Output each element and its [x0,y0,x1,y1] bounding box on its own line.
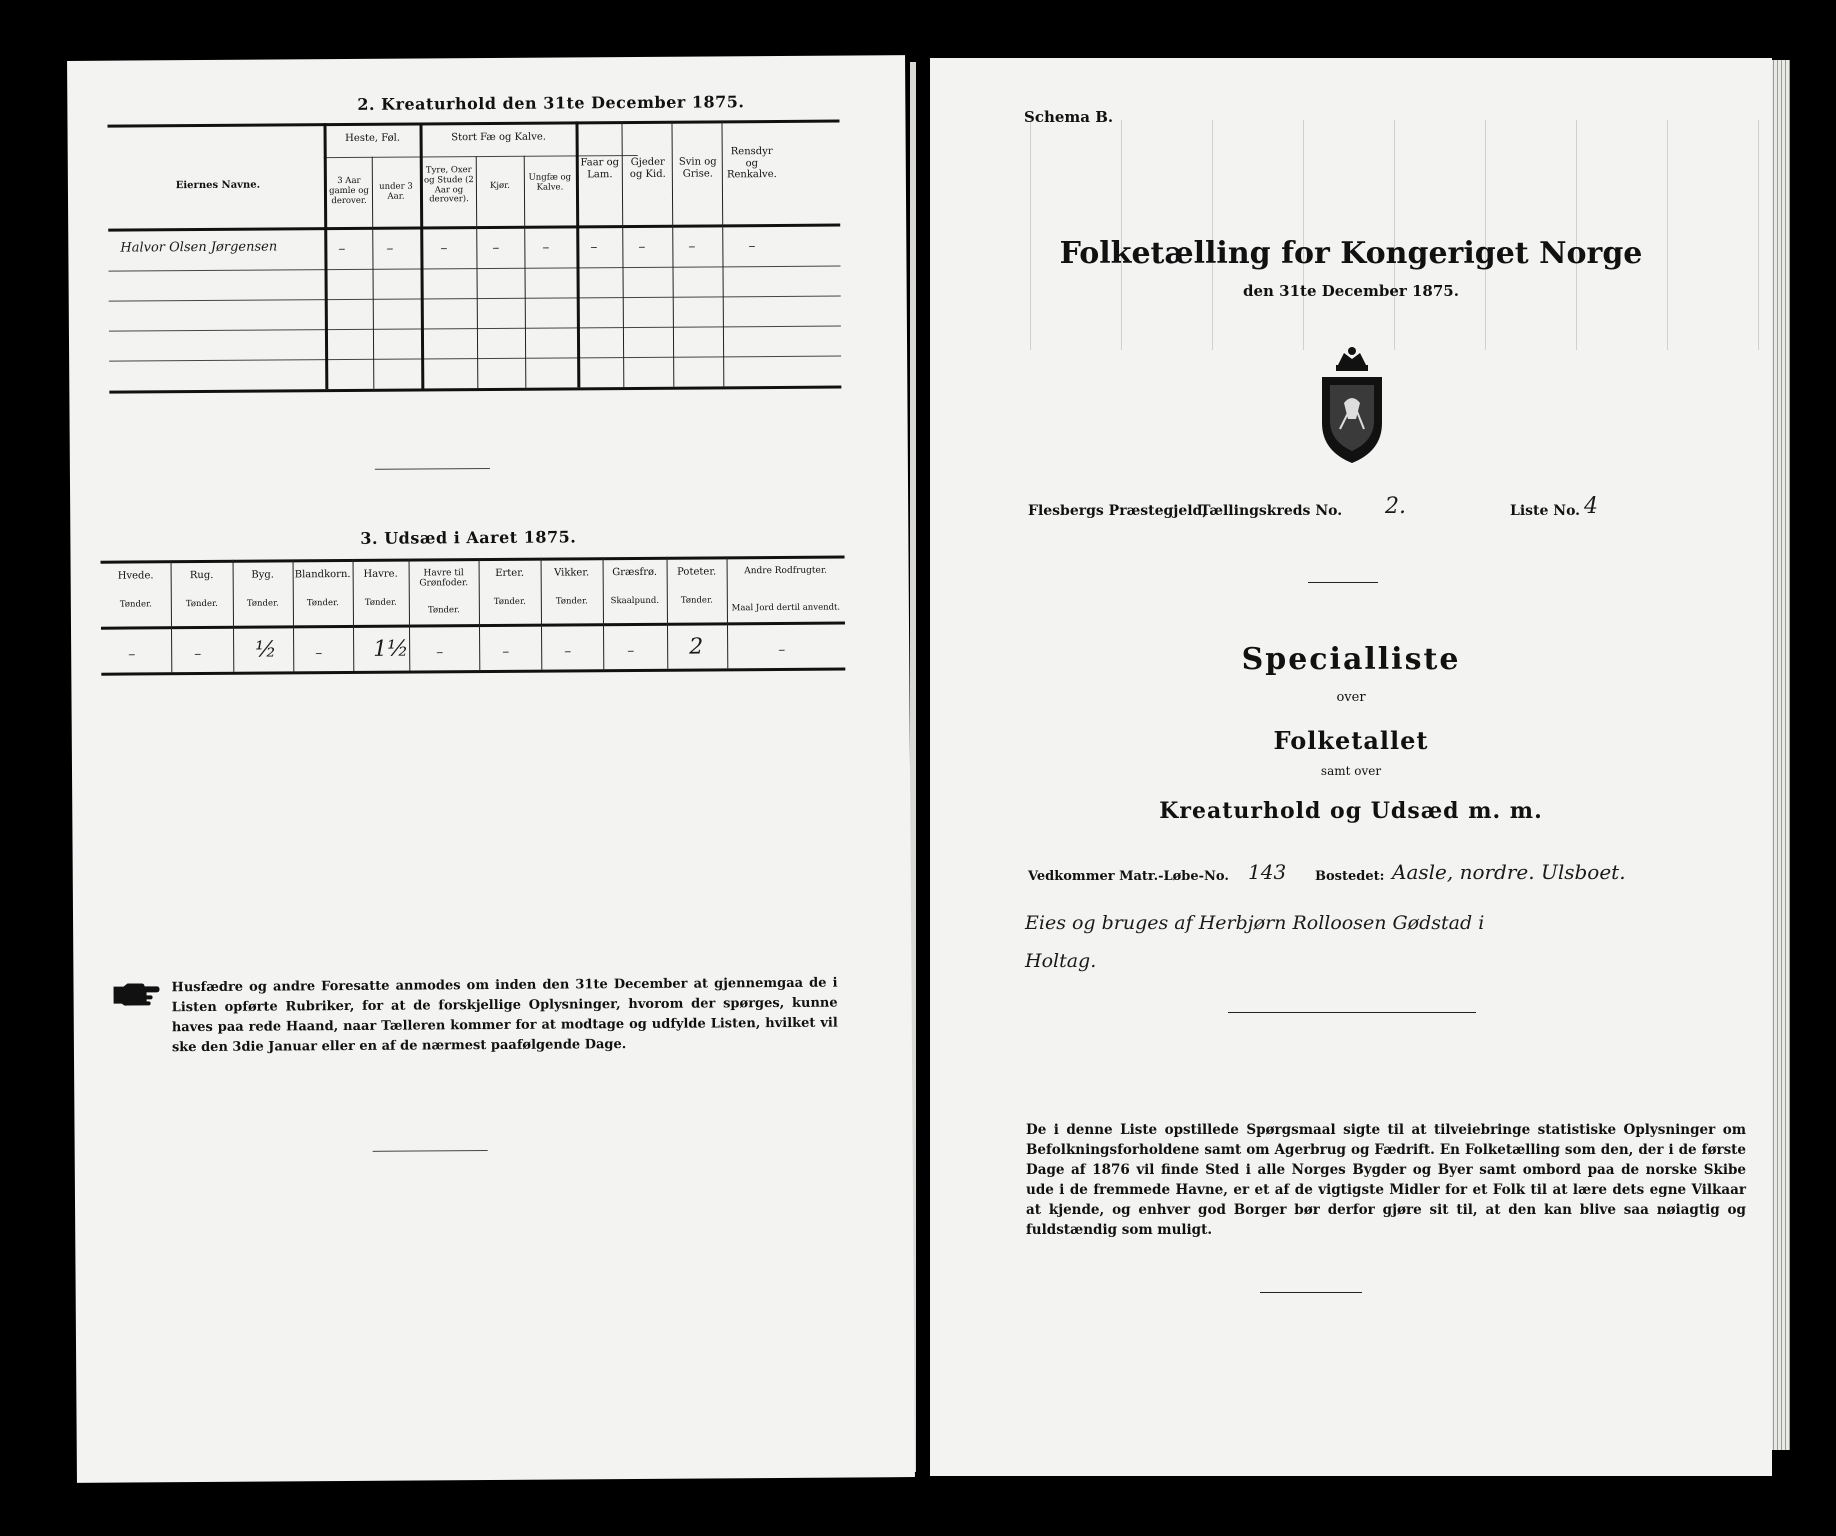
table-rule [107,120,839,128]
owner-line: Eies og bruges af Herbjørn Rolloosen Gødstad i [1025,912,1485,934]
kreaturhold-title: Kreaturhold og Udsæd m. m. [1159,798,1543,824]
seed-col-name: Græsfrø. [612,566,658,579]
seed-value: – [564,643,572,660]
col-faar: Faar og Lam. [580,157,620,180]
livestock-value: – [638,238,646,255]
col-rensdyr: Rensdyr og Renkalve. [726,146,777,181]
schema-label: Schema B. [1024,108,1114,126]
seed-col-name: Erter. [495,567,525,579]
section-3-title: 3. Udsæd i Aaret 1875. [360,527,577,548]
seed-value: 2 [689,634,704,660]
livestock-value: – [338,241,346,258]
col-owner-names: Eiernes Navne. [175,179,261,192]
folketallet-title: Folketallet [1273,726,1429,755]
livestock-value: – [748,238,756,255]
samt-over-text: samt over [1320,764,1382,778]
bleed-through [940,120,1760,350]
specialliste-title: Specialliste [1241,642,1461,677]
matr-value: 143 [1248,860,1287,884]
seed-value: ½ [255,637,277,663]
seed-col-name: Andre Rodfrugter. [744,565,828,577]
seed-col-unit: Tønder. [427,605,460,616]
seed-value: – [194,646,202,663]
livestock-value: – [688,238,696,255]
seed-col-unit: Maal Jord dertil anvendt. [731,602,841,614]
footer-text: De i denne Liste opstillede Spørgsmaal sigte til at tilveiebringe statistiske Oplysninger om Befolkningsforholdene samt om Agerbrug og Fædrift. En Folketælling som den, der i de første Dage af 1876 vil finde Sted i alle Norges Bygder og Byer samt ombord paa de norske Skibe ude i de fremmede Havne, er et af de vigtigste Midler for et Folk til at lære dets egne Vilkaar at kjende, og enhver god Borger bør derfor gjøre sit til, at den kan blive saa nøiagtig og fuldstændig som muligt. [1026,1122,1746,1238]
col-gjeder: Gjeder og Kid. [629,156,666,180]
seed-col-name: Rug. [189,569,214,582]
instructions-note: Husfædre og andre Foresatte anmodes om inden den 31te December at gjennemgaa de i Listen opførte Rubriker, for at de forskjellige Oplysninger, hvorom der spørges, kunne haves paa rede Haand, naar Tælleren kommer for at modtage og udfylde Listen, hvilket vil ske den 3die Januar eller en af de nærmest paafølgende Dage. [171,975,838,1056]
seed-value: – [436,644,444,661]
list-label: Liste No. [1510,503,1581,519]
list-value: 4 [1584,494,1598,519]
bostedet-label: Bostedet: [1315,869,1385,884]
seed-col-name: Poteter. [677,566,717,578]
seed-col-unit: Tønder. [493,596,526,607]
seed-value: – [502,643,510,660]
seed-col-unit: Tønder. [119,599,152,610]
pointing-hand-icon [111,980,159,1006]
col-heste-3aar: 3 Aar gamle og derover. [329,175,369,206]
seed-col-unit: Tønder. [306,598,339,609]
over-text: over [1336,690,1366,705]
owner-place: Holtag. [1025,950,1097,972]
table-rule [108,224,840,232]
seed-col-unit: Tønder. [364,597,397,608]
parish-label: Flesbergs Præstegjeld, [1028,503,1208,519]
census-date: den 31te December 1875. [1243,282,1459,300]
seed-col-name: Hvede. [117,570,154,582]
seed-value: 1½ [373,636,409,662]
col-kjor: Kjør. [489,180,510,191]
district-value: 2. [1385,494,1406,519]
livestock-values [67,55,905,61]
seed-value: – [778,641,786,658]
col-heste: Heste, Føl. [345,132,401,145]
seed-col-name: Vikker. [554,567,590,579]
matr-label: Vedkommer Matr.-Løbe-No. [1028,869,1229,884]
right-page [930,58,1772,1476]
seed-col-name: Blandkorn. [294,568,351,581]
seed-value: – [315,645,323,662]
col-svin: Svin og Grise. [678,156,717,180]
seed-col-unit: Tønder. [680,595,713,606]
seed-col-unit: Skaalpund. [610,595,660,607]
district-label: Tællingskreds No. [1200,503,1343,519]
col-ungfae: Ungfæ og Kalve. [528,172,572,193]
page-edges [1770,60,1790,1450]
col-stort-fae: Stort Fæ og Kalve. [451,131,546,144]
col-heste-under3: under 3 Aar. [379,181,413,202]
seed-value: – [627,642,635,660]
livestock-value: – [542,239,550,256]
norwegian-coat-of-arms-icon [1310,343,1394,473]
livestock-value: – [492,239,500,256]
seed-col-name: Havre til Grønfoder. [419,568,469,589]
owner-name: Halvor Olsen Jørgensen [120,239,278,256]
seed-col-unit: Tønder. [185,598,218,610]
left-page [67,55,915,1483]
livestock-value: – [590,239,598,256]
col-tyre: Tyre, Oxer og Stude (2 Aar og derover). [423,165,474,205]
seed-value: – [128,646,136,663]
seed-table [67,55,905,61]
livestock-value: – [386,240,394,257]
seed-col-unit: Tønder. [246,598,279,609]
section-2-title: 2. Kreaturhold den 31te December 1875. [357,92,745,114]
main-title: Folketælling for Kongeriget Norge [1059,236,1643,271]
bostedet-value: Aasle, nordre. Ulsboet. [1392,860,1626,884]
seed-col-unit: Tønder. [555,596,588,607]
seed-col-name: Havre. [363,568,398,580]
seed-col-name: Byg. [251,569,274,581]
livestock-value: – [440,240,448,257]
